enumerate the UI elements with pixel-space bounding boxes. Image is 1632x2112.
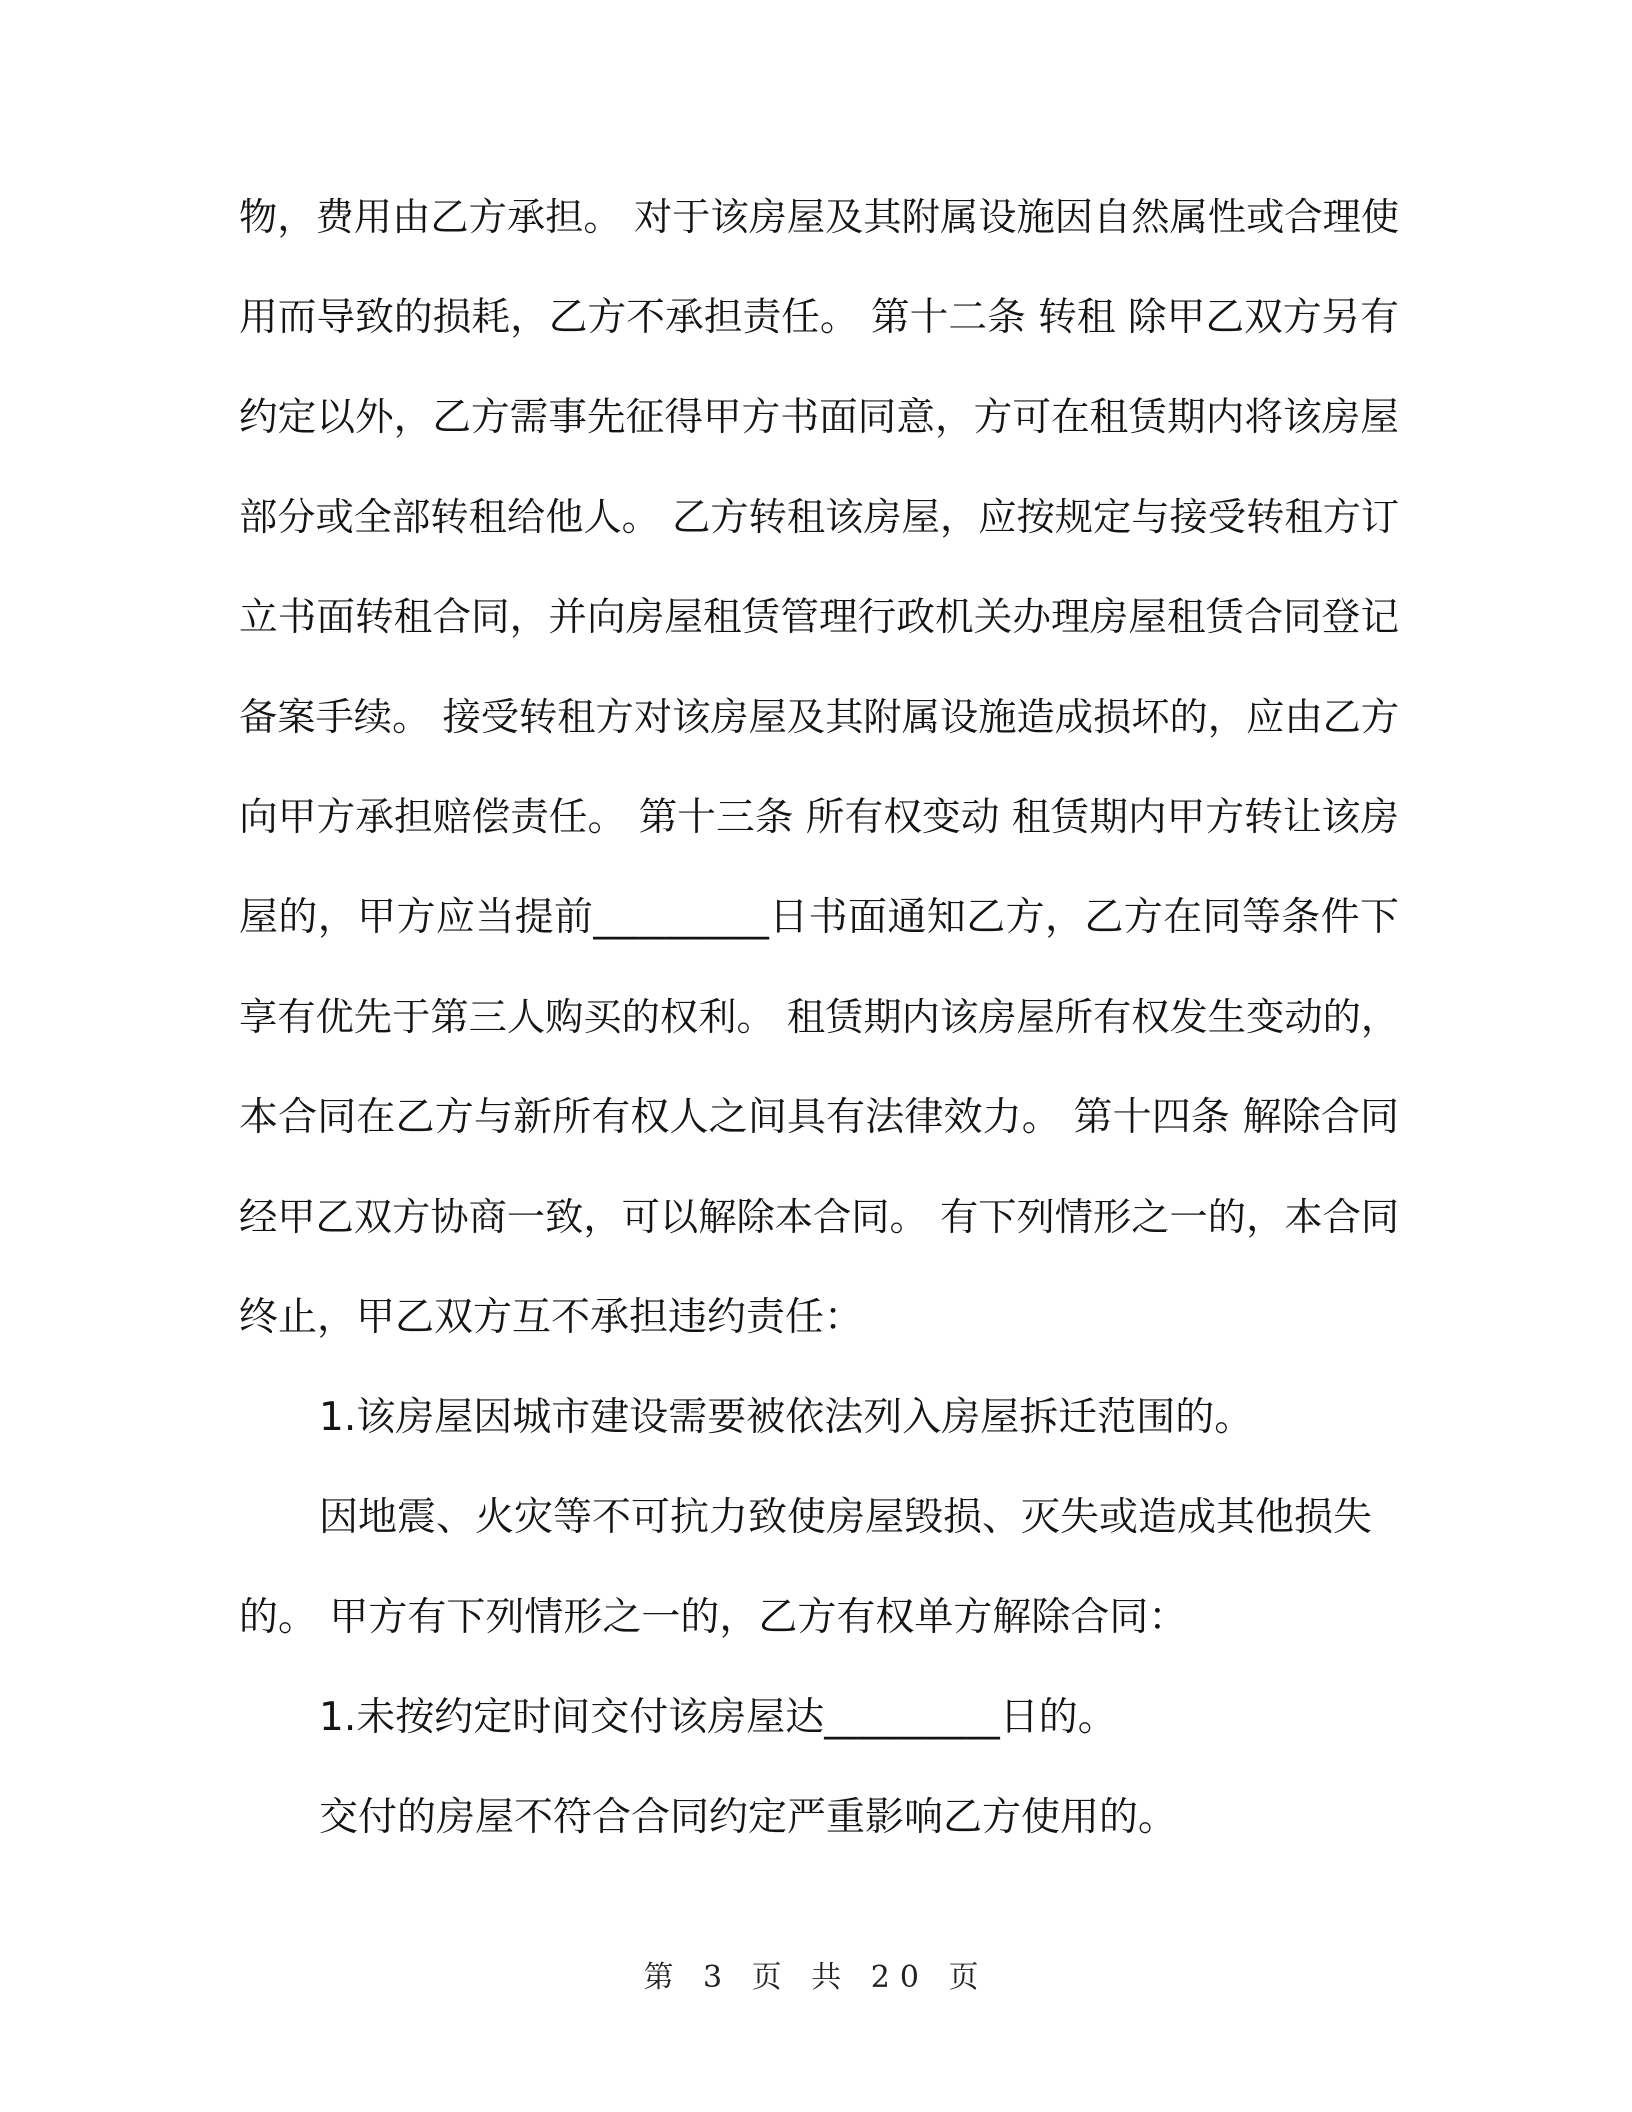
page-number-footer: 第 3 页 共 20 页 bbox=[643, 1960, 989, 1995]
body-text-line: 用而导致的损耗，乙方不承担责任。 第十二条 转租 除甲乙双方另有 bbox=[239, 295, 1399, 340]
body-text-line: 屋的，甲方应当提前_________日书面通知乙方，乙方在同等条件下 bbox=[239, 895, 1399, 940]
body-text-line: 终止，甲乙双方互不承担违约责任： bbox=[239, 1295, 864, 1340]
body-text-line: 享有优先于第三人购买的权利。 租赁期内该房屋所有权发生变动的， bbox=[239, 995, 1400, 1040]
body-text-line: 经甲乙双方协商一致，可以解除本合同。 有下列情形之一的，本合同 bbox=[239, 1195, 1400, 1240]
body-text-line: 部分或全部转租给他人。 乙方转租该房屋，应按规定与接受转租方订 bbox=[239, 495, 1400, 540]
body-text-line: 物，费用由乙方承担。 对于该房屋及其附属设施因自然属性或合理使 bbox=[239, 195, 1400, 240]
body-text-line: 立书面转租合同，并向房屋租赁管理行政机关办理房屋租赁合同登记 bbox=[239, 595, 1399, 640]
body-text-line: 向甲方承担赔偿责任。 第十三条 所有权变动 租赁期内甲方转让该房 bbox=[239, 795, 1399, 840]
body-text-line: 本合同在乙方与新所有权人之间具有法律效力。 第十四条 解除合同 bbox=[239, 1095, 1399, 1140]
body-text-line: 备案手续。 接受转租方对该房屋及其附属设施造成损坏的，应由乙方 bbox=[239, 695, 1400, 740]
body-text-line: 交付的房屋不符合合同约定严重影响乙方使用的。 bbox=[319, 1795, 1178, 1840]
body-text-line: 约定以外，乙方需事先征得甲方书面同意，方可在租赁期内将该房屋 bbox=[239, 395, 1399, 440]
list-item: 1.该房屋因城市建设需要被依法列入房屋拆迁范围的。 bbox=[319, 1395, 1254, 1440]
body-text-line: 的。 甲方有下列情形之一的，乙方有权单方解除合同： bbox=[239, 1595, 1188, 1640]
body-text-line: 因地震、火灾等不可抗力致使房屋毁损、灭失或造成其他损失 bbox=[319, 1495, 1373, 1540]
list-item: 1.未按约定时间交付该房屋达_________日的。 bbox=[319, 1695, 1117, 1740]
